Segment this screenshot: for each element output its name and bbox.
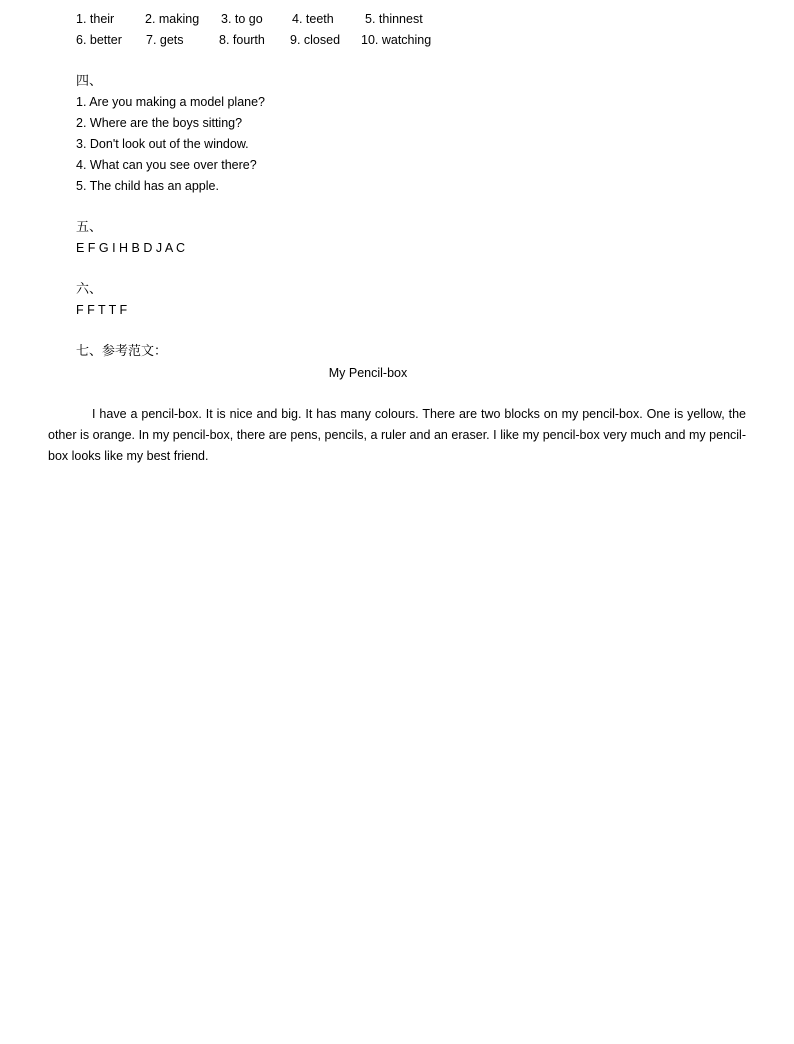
answer-4: 4. teeth bbox=[292, 12, 334, 26]
section-4-item-1: 1. Are you making a model plane? bbox=[76, 95, 266, 109]
section-6-answer: F F T T F bbox=[76, 303, 128, 317]
section-4-heading: 四、 bbox=[76, 74, 103, 89]
section-5-answer: E F G I H B D J A C bbox=[76, 241, 186, 255]
answer-1: 1. their bbox=[76, 12, 115, 26]
section-4-item-5: 5. The child has an apple. bbox=[76, 179, 219, 193]
answer-9: 9. closed bbox=[290, 33, 341, 47]
section-7-heading: 七、参考范文： bbox=[76, 344, 168, 359]
answer-8: 8. fourth bbox=[219, 33, 265, 47]
answer-5: 5. thinnest bbox=[365, 12, 423, 26]
section-4-item-3: 3. Don't look out of the window. bbox=[76, 137, 249, 151]
section-4-item-4: 4. What can you see over there? bbox=[76, 158, 257, 172]
essay-title: My Pencil-box bbox=[328, 366, 408, 380]
answer-2: 2. making bbox=[145, 12, 200, 26]
answer-7: 7. gets bbox=[146, 33, 184, 47]
answer-6: 6. better bbox=[76, 33, 122, 47]
section-6-heading: 六、 bbox=[76, 282, 103, 297]
essay-body: I have a pencil-box. It is nice and big. It has many colours. There are two blocks on my pencil-box. One is yellow, the other is orange. In my pencil-box, there are pens, pencils, a ruler and an eraser. I like my pencil-box very much and my pencil-box looks like my best friend. bbox=[48, 407, 746, 463]
section-5-heading: 五、 bbox=[76, 220, 103, 235]
section-4-item-2: 2. Where are the boys sitting? bbox=[76, 116, 243, 130]
answer-10: 10. watching bbox=[361, 33, 432, 47]
answer-3: 3. to go bbox=[221, 12, 263, 26]
answer-row-2 bbox=[0, 32, 794, 48]
answer-row-1 bbox=[0, 11, 794, 27]
